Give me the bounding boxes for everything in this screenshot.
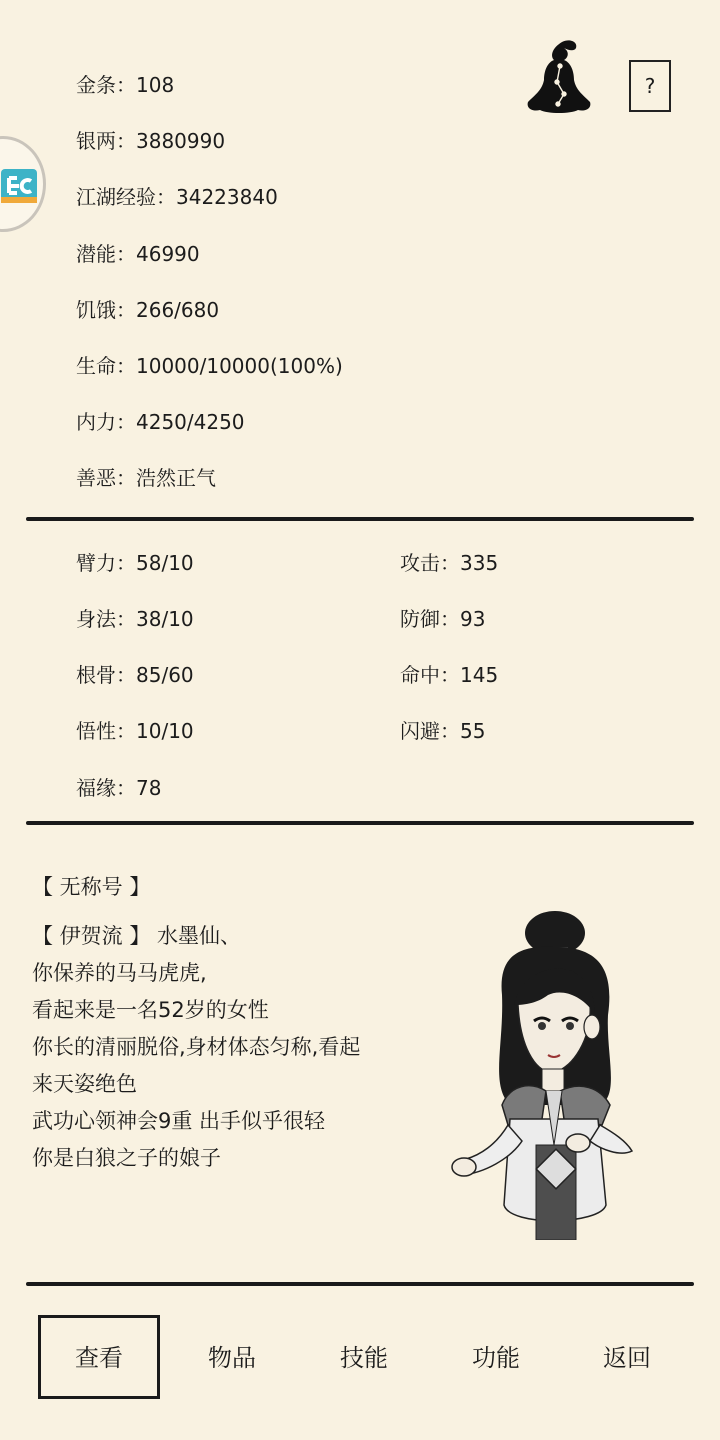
stat-attack: 攻击：335 [400, 551, 499, 575]
section-divider [26, 821, 694, 825]
tab-back[interactable]: 返回 [603, 1344, 651, 1372]
profile-line: 【 伊贺流 】 水墨仙、 [32, 924, 242, 948]
profile-line: 来天姿绝色 [32, 1072, 137, 1096]
app-badge-icon [1, 169, 41, 205]
profile-line: 你是白狼之子的娘子 [32, 1146, 221, 1170]
stat-fortune: 福缘：78 [76, 776, 162, 800]
tab-skills[interactable]: 技能 [340, 1344, 388, 1372]
profile-line: 你长的清丽脱俗,身材体态匀称,看起 [32, 1035, 361, 1059]
stat-agility: 身法：38/10 [76, 607, 194, 631]
section-divider [26, 1282, 694, 1286]
tab-items[interactable]: 物品 [208, 1344, 256, 1372]
stat-accuracy: 命中：145 [400, 663, 499, 687]
stat-evasion: 闪避：55 [400, 719, 486, 743]
stat-strength: 臂力：58/10 [76, 551, 194, 575]
stat-silver: 银两：3880990 [76, 129, 226, 153]
stat-gold: 金条：108 [76, 73, 175, 97]
stat-hunger: 饥饿：266/680 [76, 298, 220, 322]
stat-internal-power: 内力：4250/4250 [76, 410, 245, 434]
profile-line: 看起来是一名52岁的女性 [32, 998, 269, 1022]
section-divider [26, 517, 694, 521]
character-title: 【 无称号 】 [32, 875, 151, 899]
stat-comprehension: 悟性：10/10 [76, 719, 194, 743]
tab-view[interactable]: 查看 [75, 1344, 123, 1372]
help-button[interactable]: ? [629, 60, 671, 112]
meditation-icon[interactable] [524, 36, 594, 120]
tab-functions[interactable]: 功能 [472, 1344, 520, 1372]
stat-experience: 江湖经验：34223840 [76, 185, 278, 209]
profile-line: 你保养的马马虎虎, [32, 961, 207, 985]
stat-potential: 潜能：46990 [76, 242, 200, 266]
floating-assistant-button[interactable] [0, 136, 46, 232]
stat-health: 生命：10000/10000(100%) [76, 354, 343, 378]
stat-defense: 防御：93 [400, 607, 486, 631]
stat-morality: 善恶：浩然正气 [76, 466, 216, 490]
stat-constitution: 根骨：85/60 [76, 663, 194, 687]
profile-line: 武功心领神会9重 出手似乎很轻 [32, 1109, 326, 1133]
character-portrait [450, 905, 650, 1240]
